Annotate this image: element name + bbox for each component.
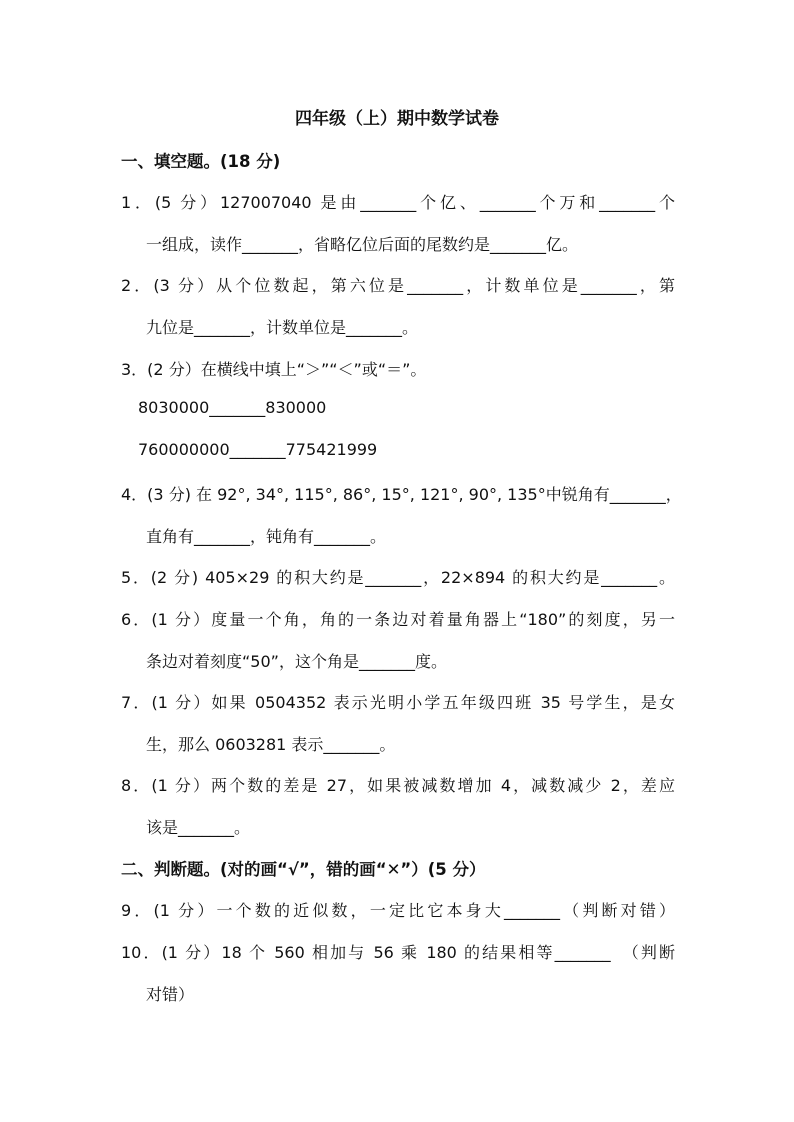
question-3-line-1: 3．(2 分）在横线中填上“＞”“＜”或“＝”。 [121, 360, 427, 379]
section-heading-fill-in: 一、填空题。(18 分) [121, 152, 281, 171]
question-10-line-2: 对错） [146, 985, 195, 1004]
question-1-line-1: 1．(5 分）127007040 是由_______个亿、_______个万和_______个 [121, 193, 675, 212]
question-9-line-1: 9．(1 分）一个数的近似数，一定比它本身大_______（判断对错） [121, 901, 675, 920]
question-7-line-2: 生，那么 0603281 表示_______。 [146, 735, 396, 754]
question-6-line-1: 6．(1 分）度量一个角，角的一条边对着量角器上“180”的刻度，另一 [121, 610, 675, 629]
question-4-line-2: 直角有_______，钝角有_______。 [146, 527, 387, 546]
exam-title: 四年级（上）期中数学试卷 [295, 109, 499, 129]
question-8-line-2: 该是_______。 [146, 818, 251, 837]
question-8-line-1: 8．(1 分）两个数的差是 27，如果被减数增加 4，减数减少 2，差应 [121, 776, 675, 795]
question-6-line-2: 条边对着刻度“50”，这个角是_______度。 [146, 652, 447, 671]
section-heading-true-false: 二、判断题。(对的画“√”，错的画“✕”）(5 分） [121, 860, 486, 879]
question-4-line-1: 4．(3 分) 在 92°, 34°, 115°, 86°, 15°, 121°, 90°, 135°中锐角有_______， [121, 485, 682, 504]
question-5-line-1: 5．(2 分) 405×29 的积大约是_______，22×894 的积大约是_______。 [121, 568, 675, 587]
question-3-compare-1: 8030000_______830000 [138, 398, 327, 417]
question-1-line-2: 一组成，读作_______，省略亿位后面的尾数约是_______亿。 [146, 235, 579, 254]
question-2-line-2: 九位是_______，计数单位是_______。 [146, 318, 419, 337]
question-3-compare-2: 760000000_______775421999 [138, 440, 378, 459]
question-7-line-1: 7．(1 分）如果 0504352 表示光明小学五年级四班 35 号学生，是女 [121, 693, 675, 712]
question-2-line-1: 2．(3 分）从个位数起，第六位是_______，计数单位是_______，第 [121, 276, 675, 295]
question-10-line-1: 10．(1 分）18 个 560 相加与 56 乘 180 的结果相等_______ （判断 [121, 943, 675, 962]
